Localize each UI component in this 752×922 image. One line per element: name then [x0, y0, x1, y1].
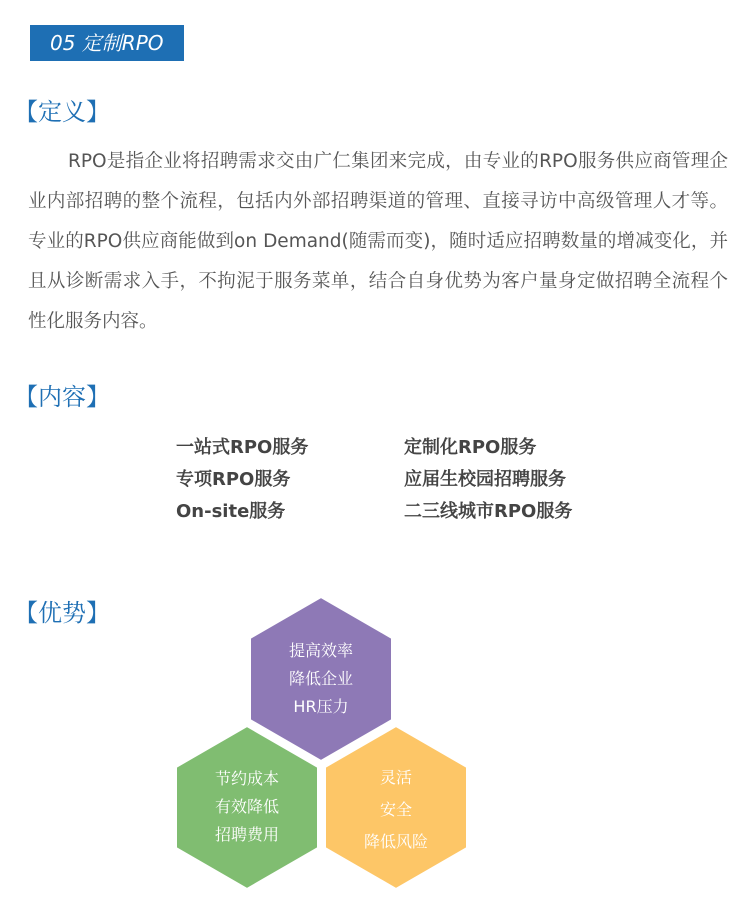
content-item-customized: 定制化RPO服务: [404, 437, 537, 458]
content-item-one-stop: 一站式RPO服务: [176, 437, 309, 458]
hexagon-flexible-line: 安全: [379, 800, 412, 819]
hexagon-efficiency-line: HR压力: [293, 697, 349, 716]
advantages-heading: 【优势】: [14, 599, 110, 627]
hexagon-efficiency-text: [251, 637, 391, 721]
definition-text: RPO是指企业将招聘需求交由广仁集团来完成，由专业的RPO服务供应商管理企业内部招聘的整个流程，包括内外部招聘渠道的管理、直接寻访中高级管理人才等。专业的RPO供应商能做到on Demand(随需而变)，随时适应招聘数量的增减变化，并且从诊断需求入手，不拘泥于服务菜单，结合自身优势为客户量身定做招聘全流程个性化服务内容。: [28, 151, 728, 332]
hexagon-flexible-text: [326, 762, 466, 858]
hexagon-cost-line: 招聘费用: [214, 825, 279, 844]
content-item-special: 专项RPO服务: [176, 469, 291, 490]
hexagon-cost-line: 有效降低: [214, 797, 279, 816]
content-heading: 【内容】: [14, 383, 110, 411]
hexagon-cost-text: [177, 765, 317, 849]
section-number-badge: 05 定制RPO: [30, 25, 184, 61]
content-item-campus: 应届生校园招聘服务: [404, 469, 566, 490]
hexagon-cost-line: 节约成本: [214, 769, 279, 788]
definition-heading: 【定义】: [14, 98, 110, 126]
hexagon-efficiency-line: 提高效率: [288, 641, 353, 660]
content-item-tier-cities: 二三线城市RPO服务: [404, 501, 573, 522]
hexagon-efficiency-line: 降低企业: [288, 669, 353, 688]
content-item-onsite: On-site服务: [176, 501, 286, 522]
hexagon-flexible-line: 降低风险: [363, 832, 428, 851]
hexagon-flexible-line: 灵活: [379, 768, 412, 787]
